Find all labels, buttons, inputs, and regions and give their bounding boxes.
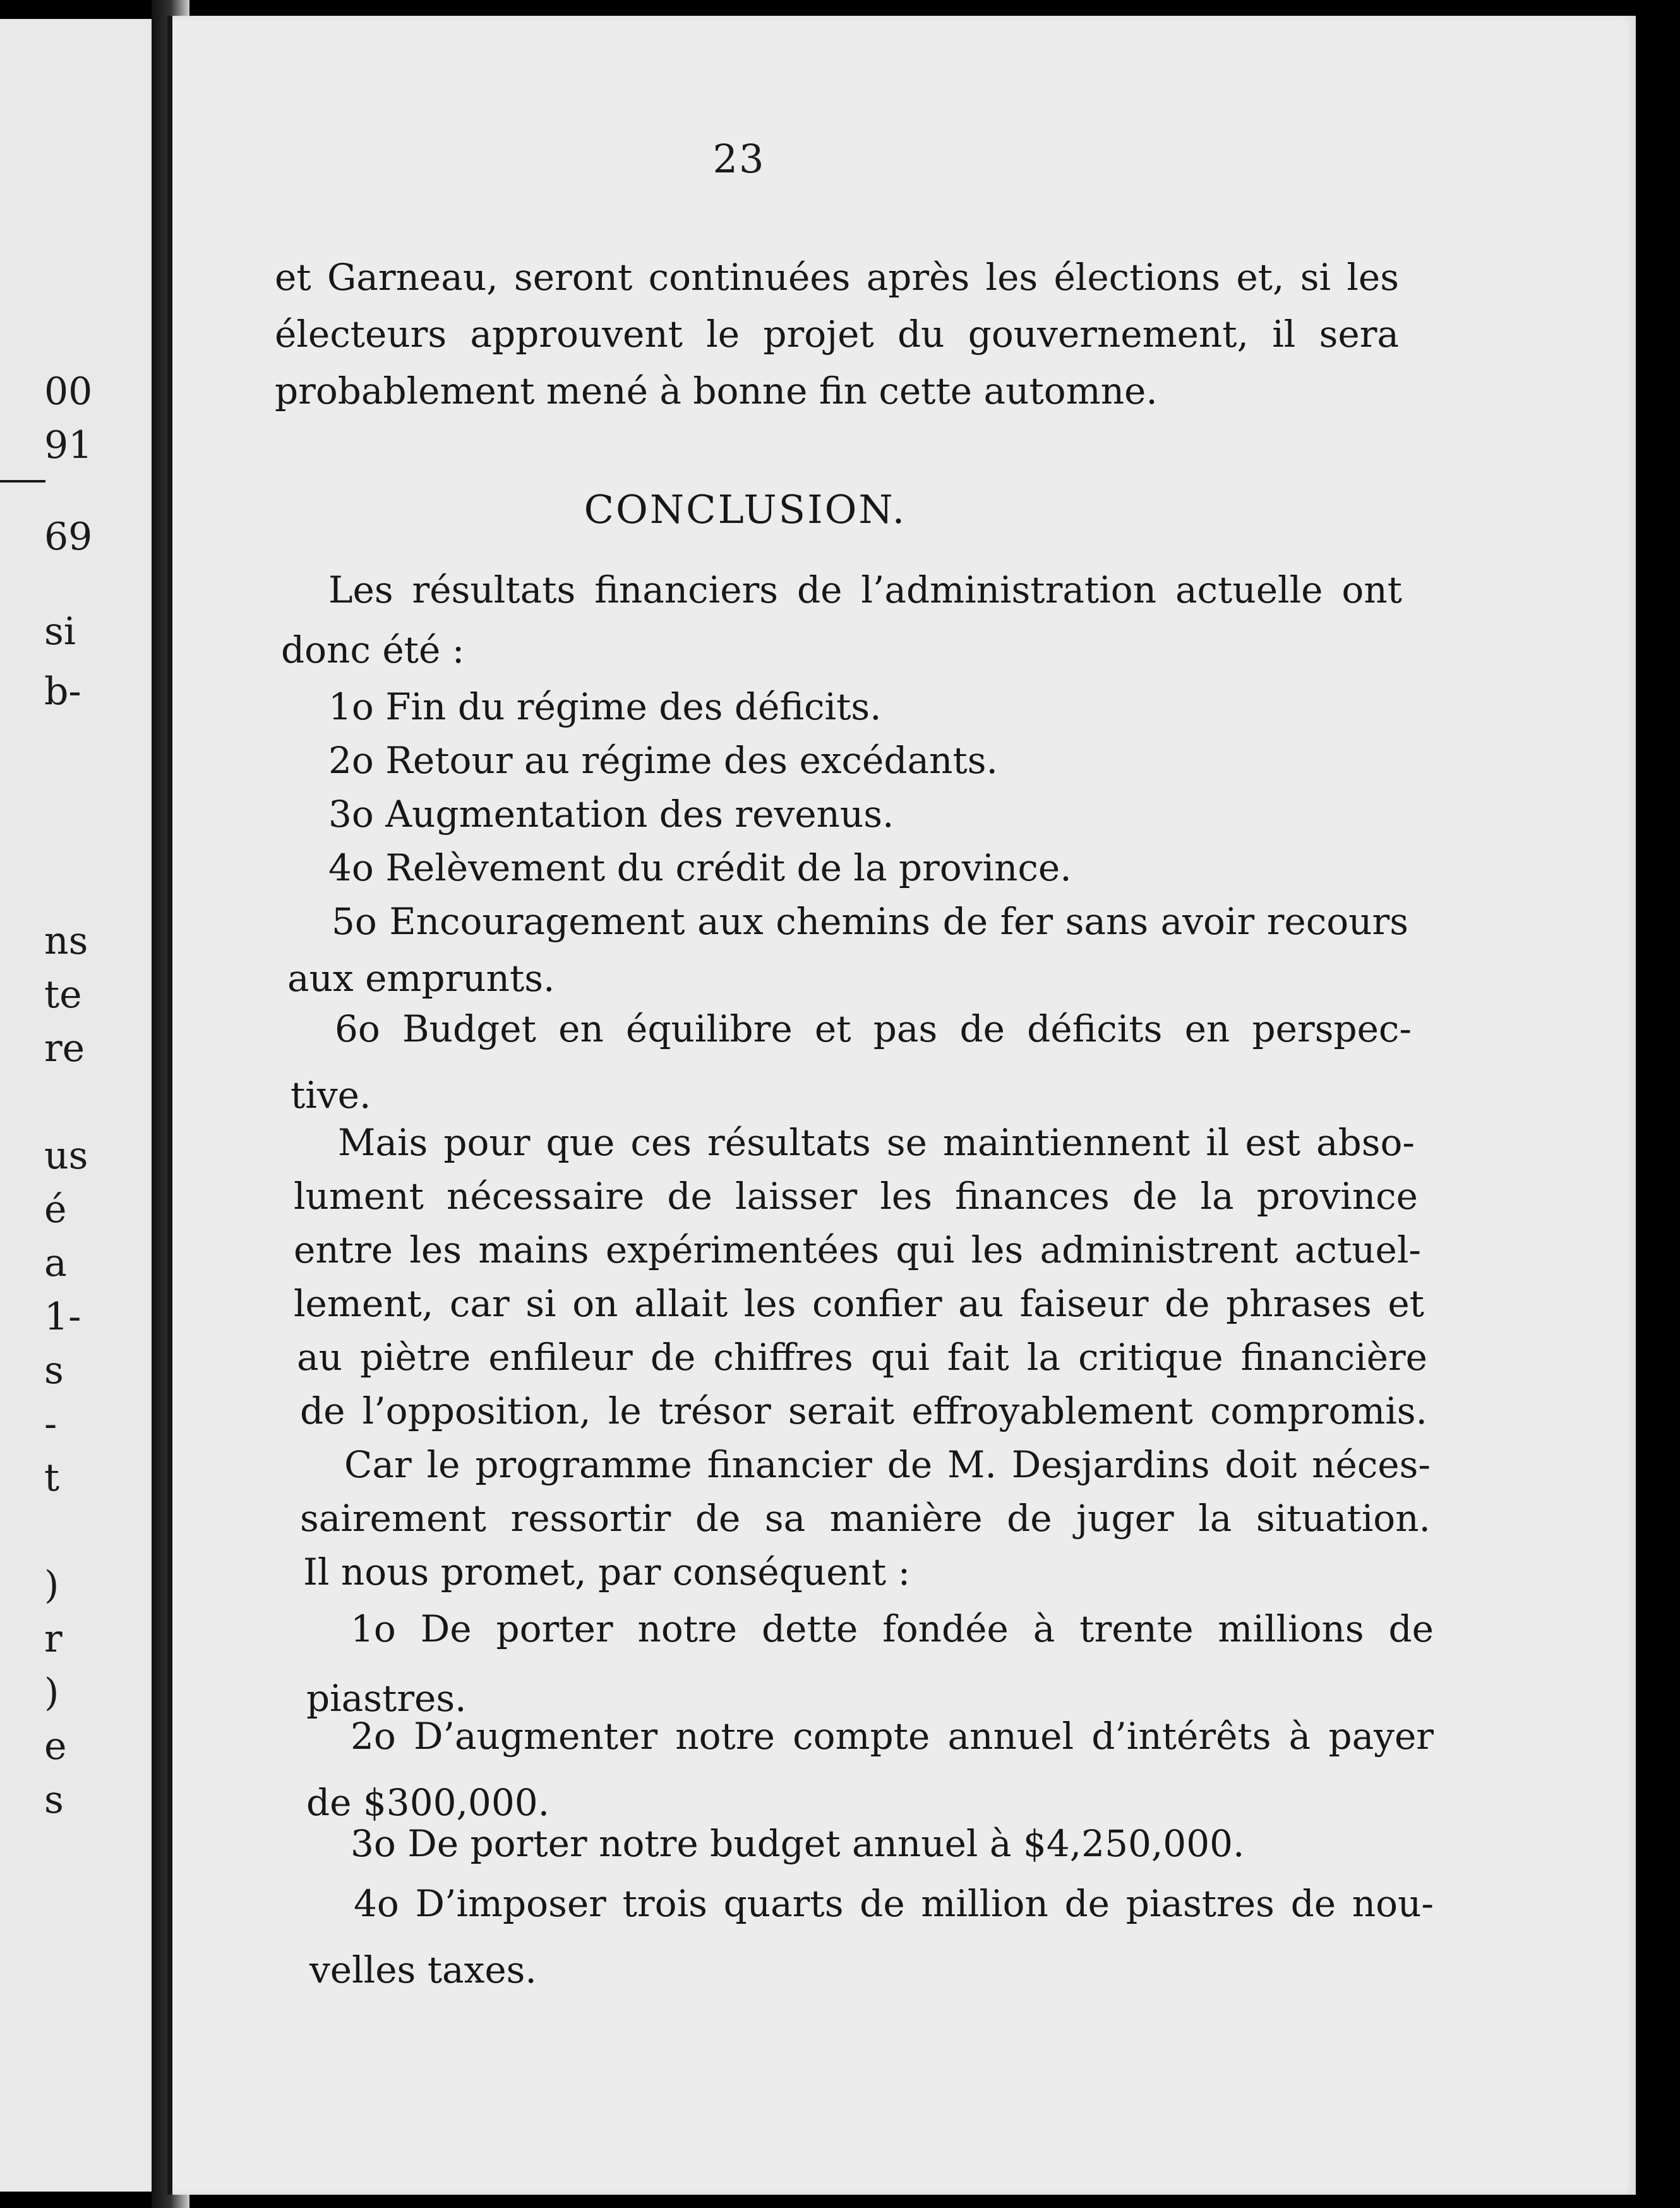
text-line: électeurs approuvent le projet du gouvernement, il sera [275, 313, 1399, 356]
left-fragment: 00 [44, 369, 93, 414]
list-item: 4o D’imposer trois quarts de million de piastres de nou- [354, 1882, 1434, 1925]
left-fragment: é [44, 1187, 67, 1232]
left-fragment: ) [44, 1563, 59, 1607]
list-item: 1o Fin du régime des déficits. [328, 685, 882, 728]
list-item: 3o De porter notre budget annuel à $4,250,000. [351, 1822, 1245, 1865]
text-line: lument nécessaire de laisser les finances de la province [294, 1175, 1418, 1218]
list-item: 3o Augmentation des revenus. [328, 793, 894, 836]
left-fragment: 69 [44, 515, 93, 559]
text-line: au piètre enfileur de chiffres qui fait la critique financière [297, 1336, 1427, 1379]
list-item: 5o Encouragement aux chemins de fer sans avoir recours [332, 900, 1408, 943]
right-page-edge [1636, 0, 1680, 2208]
left-fragment: re [44, 1026, 85, 1071]
left-rule [0, 480, 45, 483]
text-line: Mais pour que ces résultats se maintiennent il est abso- [338, 1121, 1415, 1164]
left-fragment: s [44, 1778, 64, 1822]
left-fragment: si [44, 609, 76, 654]
list-item: aux emprunts. [287, 957, 555, 1000]
text-line: Car le programme financier de M. Desjardins doit néces- [344, 1443, 1431, 1486]
page-number: 23 [712, 136, 765, 182]
text-line: lement, car si on allait les confier au faiseur de phrases et [294, 1282, 1424, 1325]
left-fragment: a [44, 1241, 67, 1285]
section-heading: CONCLUSION. [584, 486, 907, 532]
list-item: 4o Relèvement du crédit de la province. [328, 846, 1072, 889]
list-item: tive. [291, 1074, 371, 1117]
left-fragment: t [44, 1456, 60, 1500]
left-fragment: 1- [44, 1295, 81, 1339]
text-line: entre les mains expérimentées qui les administrent actuel- [294, 1228, 1421, 1271]
left-fragment: 91 [44, 423, 93, 467]
text-line: Les résultats financiers de l’administration actuelle ont [328, 568, 1402, 611]
left-fragment: e [44, 1724, 67, 1768]
list-item: 2o Retour au régime des excédants. [328, 739, 998, 782]
left-fragment: ns [44, 919, 88, 963]
left-fragment: ) [44, 1671, 59, 1715]
list-item: velles taxes. [309, 1948, 537, 1991]
left-fragment: s [44, 1348, 64, 1393]
list-item: de $300,000. [306, 1781, 550, 1824]
list-item: 2o D’augmenter notre compte annuel d’intérêts à payer [351, 1715, 1434, 1758]
left-fragment: us [44, 1134, 88, 1178]
list-item: 6o Budget en équilibre et pas de déficits en perspec- [335, 1007, 1412, 1050]
left-fragment: te [44, 973, 82, 1017]
left-fragment: r [44, 1617, 63, 1661]
text-line: probablement mené à bonne fin cette automne. [275, 369, 1158, 412]
text-line: donc été : [281, 628, 465, 671]
list-item: 1o De porter notre dette fondée à trente millions de [351, 1607, 1434, 1650]
text-line: de l’opposition, le trésor serait effroyablement compromis. [300, 1389, 1427, 1432]
left-fragment: b- [44, 669, 81, 714]
text-line: Il nous promet, par conséquent : [303, 1551, 911, 1593]
list-item: piastres. [306, 1677, 467, 1720]
text-line: sairement ressortir de sa manière de juger la situation. [300, 1497, 1431, 1540]
left-fragment: - [44, 1402, 57, 1446]
text-line: et Garneau, seront continuées après les élections et, si les [275, 256, 1399, 299]
